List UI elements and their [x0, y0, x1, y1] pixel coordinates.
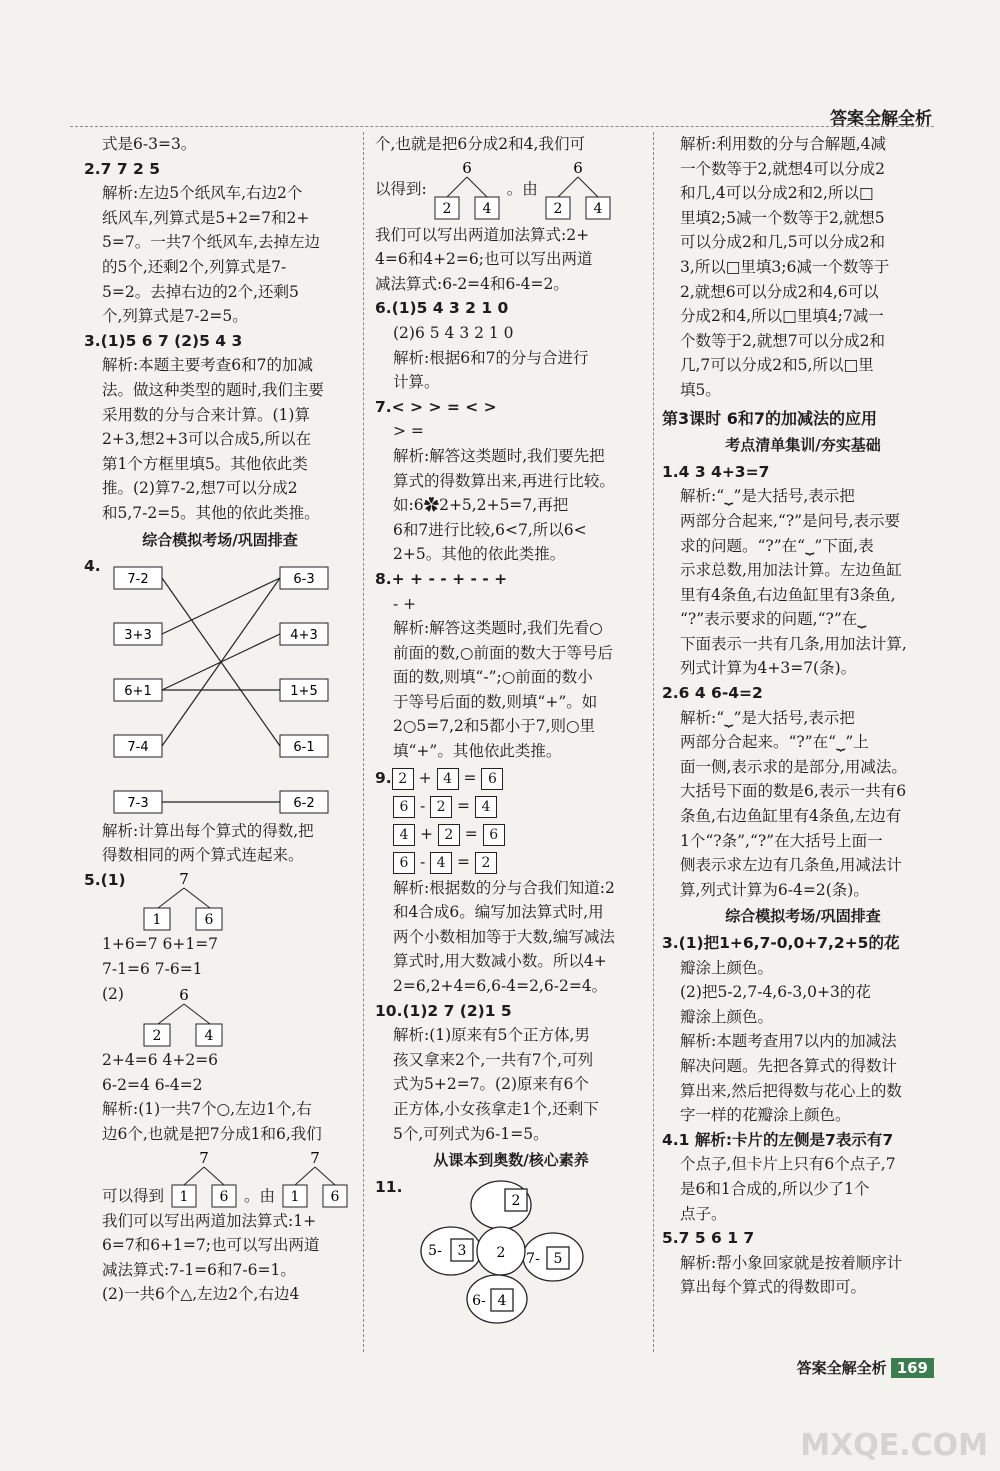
answer-q8b: - + [393, 594, 417, 613]
text-line: “?”表示要求的问题,“?”在⏟ [680, 610, 867, 629]
text-line: 里有4条鱼,右边鱼缸里有3条鱼, [680, 585, 896, 604]
answer-box: 6 [481, 768, 503, 790]
number-bond [164, 1149, 244, 1209]
answer-q2: 2.6 4 6-4=2 [662, 684, 763, 703]
watermark: MXQE.COM [800, 1428, 988, 1463]
section-title: 综合模拟考场/巩固排查 [142, 530, 298, 549]
question-number: 11. [375, 1177, 403, 1196]
text-line: 算出每个算式的得数即可。 [680, 1278, 867, 1297]
bond-part: 6 [330, 1188, 340, 1205]
text-line: 两个小数相加等于大数,编写减法 [393, 927, 615, 946]
column-3 [662, 132, 944, 1300]
bond-part: 4 [593, 200, 603, 217]
explanation-q5 [662, 1251, 944, 1300]
petal-value: 5 [553, 1250, 563, 1267]
text-line: 6=7和6+1=7;也可以写出两道 [102, 1236, 320, 1255]
equations [84, 1048, 356, 1146]
right-card [280, 791, 328, 813]
operator: + [418, 768, 432, 787]
explanation-q10 [375, 1023, 647, 1146]
text-line: 算出来,然后把得数与花心上的数 [680, 1081, 902, 1100]
text-line: 两部分合起来,“?”是问号,表示要 [680, 511, 901, 530]
answer-q11 [375, 1175, 647, 1325]
text-line: 填“+”。其他依此类推。 [393, 742, 562, 761]
text-line: 分成2和4,所以□里填4;7减一 [680, 307, 884, 326]
text-line: 1个“?条”,“?”在大括号上面一 [680, 831, 883, 850]
text-line: 点子。 [680, 1204, 727, 1223]
bond-top: 6 [179, 986, 189, 1005]
answer-q9: 9. 2 + 4 = 6 6 - 2 = 4 4 + 2 = 6 6 - 4 = 2 [375, 764, 647, 876]
section-title: 考点清单集训/夯实基础 [725, 436, 881, 455]
left-label: 7-4 [127, 739, 149, 755]
answer-box: 4 [475, 796, 497, 818]
right-card [280, 623, 328, 645]
footer-label: 答案全解全析 [796, 1359, 887, 1377]
text-line: 5=2。去掉右边的2个,还剩5 [102, 282, 299, 301]
right-label: 6-3 [293, 571, 315, 587]
text-line: 瓣涂上颜色。 [680, 1007, 774, 1026]
explanation-q9 [375, 876, 647, 999]
text-line: 如:6✿2+5,2+5=7,再把 [393, 496, 569, 515]
text-line: 和4合成6。编写加法算式时,用 [393, 903, 604, 922]
text-line: 个,也就是把6分成2和4,我们可 [375, 135, 585, 153]
text-line: 正方体,小女孩拿走1个,还剩下 [393, 1100, 599, 1118]
answer-box: 4 [393, 824, 415, 846]
text-line: 个数等于2,就想7可以分成2和 [680, 331, 886, 350]
text-line: 下面表示一共有几条,用加法计算, [680, 634, 907, 653]
text-line: 求的问题。“?”在“⏟”下面,表 [680, 536, 874, 555]
match-line [162, 578, 280, 634]
column-2 [375, 132, 647, 1325]
answer-q2: 2.7 7 2 5 [84, 159, 161, 178]
text-line: 大括号下面的数是6,表示一共有6 [680, 782, 907, 801]
text-line: (2)把5-2,7-4,6-3,0+3的花 [680, 983, 871, 1002]
text-line: 2+3,想2+3可以合成5,所以在 [102, 430, 312, 449]
answer-q8: 8.+ + - - + - - + [375, 569, 508, 588]
text-line: 解析:根据数的分与合我们知道:2 [393, 878, 615, 897]
left-card [114, 623, 162, 645]
operator: - [419, 852, 426, 871]
text-line: 孩又拿来2个,一共有7个,可列 [393, 1050, 594, 1069]
text-line: 解析:计算出每个算式的得数,把 [102, 821, 314, 840]
petal-value: 2 [511, 1192, 521, 1209]
text-line: 2+4=6 4+2=6 [102, 1051, 219, 1070]
answer-box: 2 [392, 768, 414, 790]
text-line: 面的数,则填“-”;○前面的数小 [393, 668, 593, 687]
text-line: 于等号后面的数,则填“+”。如 [393, 692, 598, 711]
left-card [114, 567, 162, 589]
text-line: 4=6和4+2=6;也可以写出两道 [375, 250, 593, 269]
text-line: 采用数的分与合来计算。(1)算 [102, 405, 310, 424]
answer-box: 6 [483, 824, 505, 846]
text-line: 示求总数,用加法计算。左边鱼缸 [680, 561, 902, 580]
answer-q4: 4. [84, 557, 101, 576]
right-card [280, 679, 328, 701]
right-card [280, 567, 328, 589]
bond-part: 4 [204, 1028, 214, 1045]
answer-q6: 6.(1)5 4 3 2 1 0 [375, 299, 509, 318]
text-line: 7-1=6 7-6=1 [102, 960, 203, 979]
text-line: 的5个,还剩2个,列算式是7- [102, 257, 287, 276]
text-line: 6-2=4 6-4=2 [102, 1075, 203, 1094]
petal-value: 3 [457, 1242, 467, 1259]
text-line: 填5。 [680, 380, 721, 399]
answer-q1: 1.4 3 4+3=7 [662, 462, 770, 481]
text-line: 以得到: [375, 180, 427, 199]
bond-part: 1 [290, 1188, 300, 1205]
text-line: 解析:根据6和7的分与合进行 [393, 348, 589, 367]
explanation-q5 [84, 1209, 356, 1307]
answer-q10: 10.(1)2 7 (2)1 5 [375, 1001, 512, 1020]
bond-part: 1 [152, 912, 162, 929]
bond-part: 4 [482, 200, 492, 217]
text-line: 。由 [506, 180, 538, 199]
text-line: 得数相同的两个算式连起来。 [102, 846, 304, 865]
answer-q7b: > = [393, 422, 424, 441]
operator: + [419, 824, 433, 843]
text-line: 是6和1合成的,所以少了1个 [680, 1179, 870, 1198]
answer-q3: 3.(1)5 6 7 (2)5 4 3 [84, 331, 243, 350]
text-line: 5个,可列式为6-1=5。 [393, 1124, 549, 1143]
explanation-q8 [375, 616, 647, 764]
petal-label: 6- [472, 1292, 486, 1309]
bond-top: 7 [310, 1148, 320, 1167]
text-line: 解析:解答这类题时,我们要先把 [393, 446, 605, 465]
explanation-q7 [375, 444, 647, 567]
number-bond [427, 159, 507, 221]
text-line: 解决问题。先把各算式的得数计 [680, 1056, 898, 1075]
text-line: 第1个方框里填5。其他依此类 [102, 454, 308, 473]
text-line: 1+6=7 6+1=7 [102, 935, 219, 954]
page-number: 169 [891, 1358, 934, 1378]
text-line: 6和7进行比较,6<7,所以6< [393, 520, 587, 539]
text-line: 可以得到 [102, 1187, 165, 1206]
explanation-q4 [84, 819, 356, 868]
text-line: 计算。 [393, 373, 440, 392]
answer-box: 6 [393, 852, 415, 874]
text-line: 减法算式:7-1=6和7-6=1。 [102, 1260, 296, 1279]
left-label: 7-2 [127, 571, 149, 587]
text-line: (2) [102, 984, 124, 1003]
answer-q5: 5.(1) [84, 870, 126, 889]
bond-part: 2 [152, 1028, 162, 1045]
answer-q3-cont [662, 956, 944, 1128]
answer-box: 2 [438, 824, 460, 846]
text-line: 。由 [244, 1187, 276, 1206]
bond-top: 6 [461, 158, 472, 177]
text-line: 2=6,2+4=6,6-4=2,6-2=4。 [393, 977, 608, 996]
explanation-q2 [84, 181, 356, 329]
section-title: 综合模拟考场/巩固排查 [725, 907, 881, 926]
text-line: 解析:利用数的分与合解题,4减 [680, 135, 887, 153]
text-line: 和5,7-2=5。其他的依此类推。 [102, 503, 320, 522]
number-bond [275, 1149, 355, 1209]
text-line: 解析:(1)原来有5个正方体,男 [393, 1026, 590, 1045]
right-label: 6-2 [293, 795, 315, 811]
text-line: 2+5。其他的依此类推。 [393, 545, 566, 564]
lesson-title: 第3课时 6和7的加减法的应用 [662, 408, 877, 428]
text-line: 解析:本题考查用7以内的加减法 [680, 1032, 897, 1051]
right-card [280, 735, 328, 757]
text-line: 里填2;5减一个数等于2,就想5 [680, 208, 885, 227]
question-number: 9. [375, 768, 392, 787]
bond-part: 2 [553, 200, 563, 217]
text-line: 3,所以□里填3;6减一个数等于 [680, 257, 890, 276]
text-line: (2)一共6个△,左边2个,右边4 [102, 1285, 300, 1304]
number-bond [538, 159, 618, 221]
explanation-q6 [375, 346, 647, 395]
text-line: 列式计算为4+3=7(条)。 [680, 659, 857, 678]
text-line: 算式时,用大数减小数。所以4+ [393, 952, 607, 971]
text-line: 面一侧,表示求的是部分,用减法。 [680, 757, 907, 776]
text-line: 解析:“⏟”是大括号,表示把 [680, 487, 855, 506]
text-line: 5=7。一共7个纸风车,去掉左边 [102, 233, 320, 252]
text-line: 个点子,但卡片上只有6个点子,7 [680, 1155, 896, 1174]
bond-part: 6 [204, 912, 214, 929]
answer-box: 6 [393, 796, 415, 818]
column-divider [653, 132, 654, 1352]
text-line: 和几,4可以分成2和2,所以□ [680, 184, 874, 203]
left-label: 3+3 [124, 627, 152, 643]
text-line: 解析:帮小象回家就是按着顺序计 [680, 1253, 903, 1272]
text-line: 前面的数,○前面的数大于等号后 [393, 643, 613, 662]
bond-top: 7 [199, 1148, 209, 1167]
left-label: 7-3 [127, 795, 149, 811]
left-card [114, 679, 162, 701]
text-line: 解析:解答这类题时,我们先看○ [393, 619, 603, 638]
text-line: 字一样的花瓣涂上颜色。 [680, 1106, 851, 1125]
petal-value: 4 [497, 1292, 507, 1309]
text-line: 式是6-3=3。 [102, 135, 197, 153]
explanation-q1 [662, 484, 944, 681]
bond-part: 2 [442, 200, 452, 217]
flower-diagram [415, 1175, 595, 1325]
bond-part: 1 [179, 1188, 189, 1205]
section-title: 从课本到奥数/核心素养 [433, 1151, 589, 1170]
bond-row [84, 1147, 356, 1209]
number-bond [124, 986, 244, 1048]
text-line: 可以分成2和几,5可以分成2和 [680, 233, 886, 252]
matching-diagram [84, 559, 356, 819]
text-line: 算式的得数算出来,再进行比较。 [393, 471, 615, 490]
text-line: 纸风车,列算式是5+2=7和2+ [102, 208, 310, 227]
text-line: 我们可以写出两道加法算式:2+ [375, 225, 590, 244]
text-line: 法。做这种类型的题时,我们主要 [102, 380, 324, 399]
left-card [114, 735, 162, 757]
right-label: 1+5 [290, 683, 318, 699]
operator: - [419, 796, 426, 815]
text-line: 我们可以写出两道加法算式:1+ [102, 1211, 317, 1230]
text-line: 减法算式:6-2=4和6-4=2。 [375, 274, 569, 293]
bond-top: 7 [179, 870, 189, 889]
answer-q4: 4.1 解析:卡片的左侧是7表示有7 [662, 1130, 894, 1149]
bond-part: 6 [219, 1188, 229, 1205]
text-line: 推。(2)算7-2,想7可以分成2 [102, 479, 298, 498]
page-footer [797, 1357, 934, 1378]
text-line: 几,7可以分成2和5,所以□里 [680, 356, 874, 375]
answer-box: 4 [437, 768, 459, 790]
text-line: 解析:“⏟”是大括号,表示把 [680, 708, 855, 727]
left-label: 6+1 [124, 683, 152, 699]
answer-q7: 7.< > > = < > [375, 397, 497, 416]
text-line: 个,列算式是7-2=5。 [102, 307, 248, 326]
number-bond [124, 870, 244, 932]
answer-box: 2 [475, 852, 497, 874]
text-line: 2,就想6可以分成2和4,6可以 [680, 282, 879, 301]
text-line: 式为5+2=7。(2)原来有6个 [393, 1075, 589, 1094]
bond-row [375, 157, 647, 223]
answer-q5: 5.7 5 6 1 7 [662, 1229, 755, 1248]
answer-box: 2 [430, 796, 452, 818]
answer-q3: 3.(1)把1+6,7-0,0+7,2+5的花 [662, 934, 900, 952]
right-label: 6-1 [293, 739, 315, 755]
answer-box: 4 [430, 852, 452, 874]
text-line: 2○5=7,2和5都小于7,则○里 [393, 717, 596, 736]
left-card [114, 791, 162, 813]
explanation-q4 [662, 1152, 944, 1226]
column-1 [84, 132, 356, 1307]
text-line: 瓣涂上颜色。 [680, 958, 774, 977]
text-line: 条鱼,右边鱼缸里有4条鱼,左边有 [680, 807, 902, 826]
header-rule [70, 126, 934, 127]
text-line: 解析:左边5个纸风车,右边2个 [102, 184, 303, 203]
text-line: 两部分合起来。“?”在“⏟”上 [680, 733, 869, 752]
text-line: 解析:(1)一共7个○,左边1个,右 [102, 1100, 312, 1119]
header-title: 答案全解全析 [830, 109, 932, 129]
petal-label: 7- [526, 1250, 540, 1267]
petal-label: 5- [428, 1242, 442, 1259]
bond-top: 6 [572, 158, 583, 177]
explanation-q3 [84, 353, 356, 525]
answer-q6b: (2)6 5 4 3 2 1 0 [393, 323, 514, 342]
text-line: 算,列式计算为6-4=2(条)。 [680, 880, 869, 899]
explanation-q2 [662, 706, 944, 903]
text-line: 侧表示求左边有几条鱼,用减法计 [680, 856, 902, 875]
text-line: 解析:本题主要考查6和7的加减 [102, 356, 313, 375]
right-label: 4+3 [290, 627, 318, 643]
text-line: 边6个,也就是把7分成1和6,我们 [102, 1125, 322, 1144]
text-line: 一个数等于2,就想4可以分成2 [680, 159, 886, 178]
explanation-continued [662, 132, 944, 403]
center-value: 2 [496, 1244, 506, 1261]
column-divider [363, 132, 364, 1352]
